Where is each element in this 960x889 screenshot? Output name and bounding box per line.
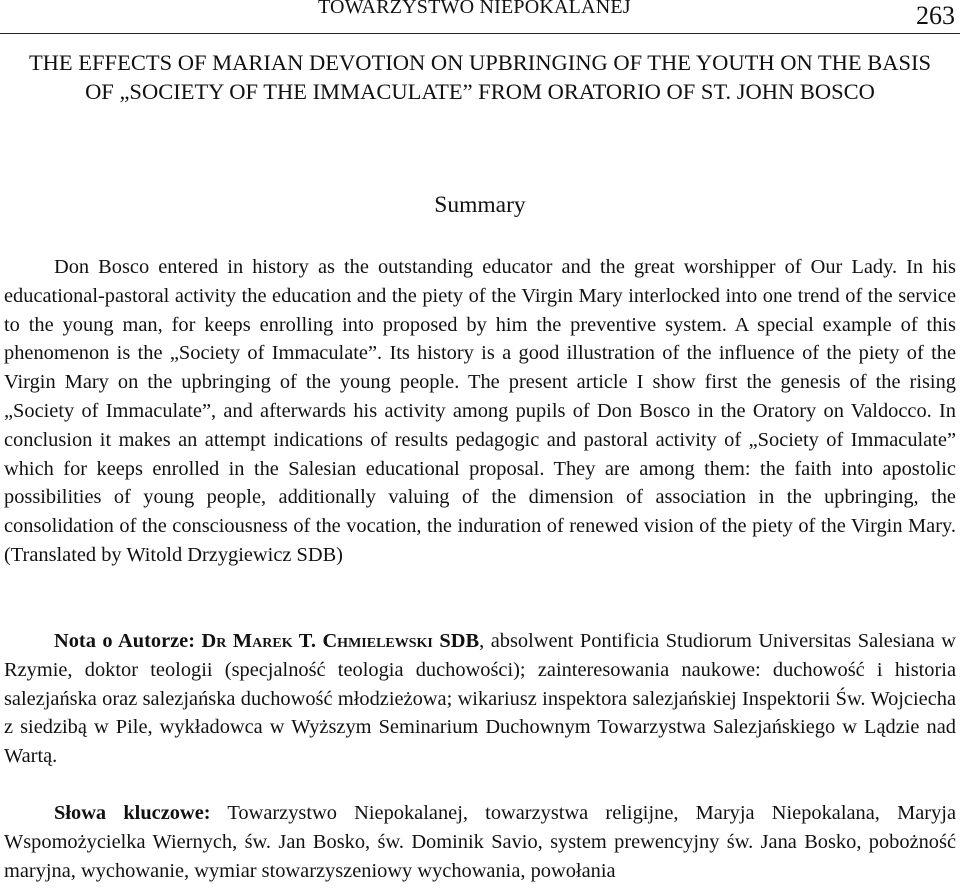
keywords-label: Słowa kluczowe: (54, 802, 211, 824)
running-title: TOWARZYSTWO NIEPOKALANEJ (318, 0, 631, 18)
keywords-text: Towarzystwo Niepokalanej, towarzystwa religijne, Maryja Niepokalana, Maryja Wspomożycielka Wiernych, św. Jan Bosko, św. Dominik Savio, system prewencyjny św. Jana Bosko, pobożność maryjna, wychowanie, wymiar stowarzyszeniowy wychowania, powołania (4, 802, 956, 882)
keywords-paragraph (4, 799, 956, 885)
author-note-label: Nota o Autorze: (54, 630, 196, 652)
author-note-text: , absolwent Pontificia Studiorum Universitas Salesiana w Rzymie, doktor teologii (specjalność teologia duchowości); zainteresowania naukowe: duchowość i historia salezjańska oraz salezjańska duchowość młodzieżowa; wikariusz inspektora salezjańskiej Inspektorii Św. Wojciecha z siedzibą w Pile, wykładowca w Wyższym Seminarium Duchownym Towarzystwa Salezjańskiego w Lądzie nad Wartą. (4, 630, 956, 768)
author-name: Dr Marek T. Chmielewski SDB (201, 630, 480, 652)
article-title: THE EFFECTS OF MARIAN DEVOTION ON UPBRINGING OF THE YOUTH ON THE BASIS OF „SOCIETY OF THE IMMACULATE” FROM ORATORIO OF ST. JOHN BOSCO (28, 50, 932, 104)
summary-heading: Summary (434, 192, 526, 218)
author-note-paragraph (4, 627, 956, 771)
running-header (0, 0, 960, 34)
page-number: 263 (916, 1, 955, 30)
summary-paragraph: Don Bosco entered in history as the outstanding educator and the great worshipper of Our Lady. In his educational-pastoral activity the education and the piety of the Virgin Mary interlocked into one trend of the service to the young man, for keeps enrolling into proposed by him the preventive system. A special example of this phenomenon is the „Society of Immaculate”. Its history is a good illustration of the influence of the piety of the Virgin Mary on the upbringing of the young people. The present article I show first the genesis of the rising „Society of Immaculate”, and afterwards his activity among pupils of Don Bosco in the Oratory on Valdocco. In conclusion it makes an attempt indications of results pedagogic and pastoral activity of „Society of Immaculate” which for keeps enrolled in the Salesian educational proposal. They are among them: the faith into apostolic possibilities of young people, additionally valuing of the dimension of association in the upbringing, the consolidation of the consciousness of the vocation, the induration of renewed vision of the piety of the Virgin Mary. (Translated by Witold Drzygiewicz SDB) (4, 256, 956, 566)
